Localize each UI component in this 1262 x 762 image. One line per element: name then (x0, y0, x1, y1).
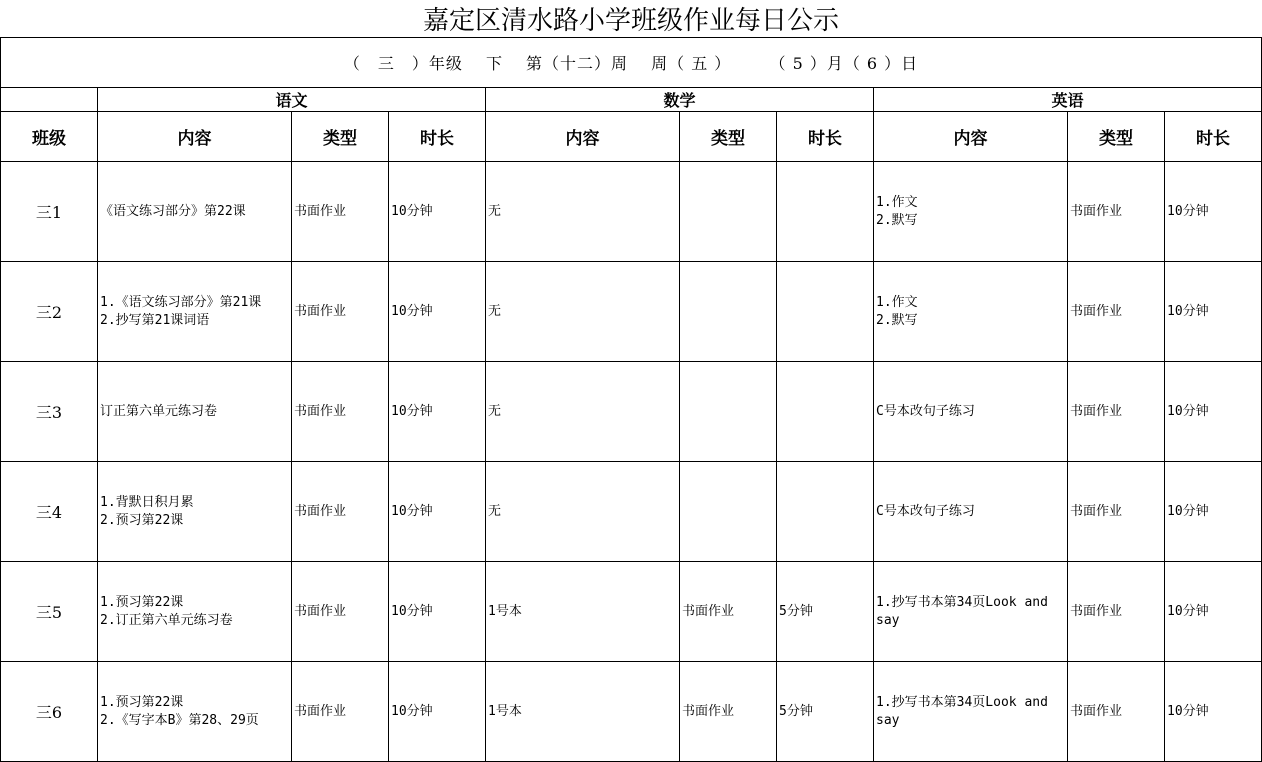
math-content-line: 无 (488, 203, 502, 219)
english-content-line: 1.作文 (876, 294, 918, 310)
chinese-duration-cell[interactable]: 10分钟 (389, 162, 486, 262)
english-content-line: 1.抄写书本第34页Look and (876, 694, 1048, 710)
chinese-duration-cell[interactable]: 10分钟 (389, 462, 486, 562)
math-content-cell[interactable] (486, 662, 680, 762)
math-content-cell[interactable] (486, 562, 680, 662)
class-cell[interactable]: 三6 (1, 662, 98, 762)
chinese-content-cell[interactable] (98, 562, 292, 662)
subject-math[interactable]: 数学 (486, 88, 874, 112)
english-duration-cell[interactable]: 10分钟 (1165, 462, 1262, 562)
english-content-line: C号本改句子练习 (876, 503, 975, 519)
math-type-cell[interactable]: 书面作业 (680, 662, 777, 762)
chinese-type-cell[interactable]: 书面作业 (292, 562, 389, 662)
english-content-cell[interactable] (874, 262, 1068, 362)
math-content-cell[interactable] (486, 162, 680, 262)
math-content-cell[interactable] (486, 462, 680, 562)
chinese-content-line: 1.预习第22课 (100, 694, 184, 710)
english-duration-cell[interactable]: 10分钟 (1165, 662, 1262, 762)
chinese-content-cell[interactable] (98, 362, 292, 462)
english-type-cell[interactable]: 书面作业 (1068, 162, 1165, 262)
date-row (1, 38, 1262, 88)
chinese-duration-cell[interactable]: 10分钟 (389, 362, 486, 462)
class-cell[interactable]: 三3 (1, 362, 98, 462)
header-class[interactable]: 班级 (1, 112, 98, 162)
class-cell[interactable]: 三2 (1, 262, 98, 362)
math-duration-cell[interactable] (777, 462, 874, 562)
math-content-line: 1号本 (488, 703, 522, 719)
chinese-content-cell[interactable] (98, 162, 292, 262)
chinese-content-line: 《语文练习部分》第22课 (100, 203, 246, 219)
english-content-line: 2.默写 (876, 212, 918, 228)
english-duration-cell[interactable]: 10分钟 (1165, 262, 1262, 362)
date-line[interactable]: （ 三 ）年级 下 第（十二）周 周（ 五 ） （ 5 ）月（ 6 ）日 (1, 38, 1262, 88)
header-english-content[interactable]: 内容 (874, 112, 1068, 162)
english-content-line: 1.作文 (876, 194, 918, 210)
english-content-line: say (876, 712, 900, 728)
chinese-type-cell[interactable]: 书面作业 (292, 362, 389, 462)
english-content-cell[interactable] (874, 562, 1068, 662)
table-row (1, 462, 1262, 562)
header-english-type[interactable]: 类型 (1068, 112, 1165, 162)
table-row (1, 662, 1262, 762)
math-content-line: 无 (488, 303, 502, 319)
math-duration-cell[interactable]: 5分钟 (777, 662, 874, 762)
english-type-cell[interactable]: 书面作业 (1068, 662, 1165, 762)
subject-english[interactable]: 英语 (874, 88, 1262, 112)
chinese-type-cell[interactable]: 书面作业 (292, 462, 389, 562)
chinese-content-line: 1.《语文练习部分》第21课 (100, 294, 262, 310)
chinese-content-line: 1.背默日积月累 (100, 494, 194, 510)
math-type-cell[interactable] (680, 262, 777, 362)
english-content-line: 2.默写 (876, 312, 918, 328)
math-content-cell[interactable] (486, 262, 680, 362)
header-english-duration[interactable]: 时长 (1165, 112, 1262, 162)
chinese-content-line: 订正第六单元练习卷 (100, 403, 218, 419)
english-content-cell[interactable] (874, 162, 1068, 262)
chinese-content-cell[interactable] (98, 662, 292, 762)
english-type-cell[interactable]: 书面作业 (1068, 362, 1165, 462)
corner-cell[interactable] (1, 88, 98, 112)
table-row (1, 362, 1262, 462)
math-content-line: 无 (488, 403, 502, 419)
chinese-duration-cell[interactable]: 10分钟 (389, 662, 486, 762)
chinese-content-line: 2.《写字本B》第28、29页 (100, 712, 259, 728)
math-content-cell[interactable] (486, 362, 680, 462)
math-type-cell[interactable] (680, 462, 777, 562)
math-type-cell[interactable] (680, 362, 777, 462)
class-cell[interactable]: 三4 (1, 462, 98, 562)
english-content-line: say (876, 612, 900, 628)
chinese-duration-cell[interactable]: 10分钟 (389, 562, 486, 662)
chinese-content-cell[interactable] (98, 462, 292, 562)
class-cell[interactable]: 三1 (1, 162, 98, 262)
table-row (1, 162, 1262, 262)
chinese-content-line: 2.预习第22课 (100, 512, 184, 528)
header-math-type[interactable]: 类型 (680, 112, 777, 162)
header-math-duration[interactable]: 时长 (777, 112, 874, 162)
math-duration-cell[interactable] (777, 162, 874, 262)
english-content-line: C号本改句子练习 (876, 403, 975, 419)
title-row (1, 0, 1262, 38)
english-type-cell[interactable]: 书面作业 (1068, 262, 1165, 362)
english-content-cell[interactable] (874, 362, 1068, 462)
chinese-content-cell[interactable] (98, 262, 292, 362)
chinese-content-line: 2.订正第六单元练习卷 (100, 612, 233, 628)
sheet-title[interactable]: 嘉定区清水路小学班级作业每日公示 (1, 0, 1262, 38)
math-content-line: 1号本 (488, 603, 522, 619)
english-content-cell[interactable] (874, 662, 1068, 762)
english-duration-cell[interactable]: 10分钟 (1165, 562, 1262, 662)
english-content-line: 1.抄写书本第34页Look and (876, 594, 1048, 610)
chinese-content-line: 1.预习第22课 (100, 594, 184, 610)
math-content-line: 无 (488, 503, 502, 519)
english-duration-cell[interactable]: 10分钟 (1165, 362, 1262, 462)
header-chinese-content[interactable]: 内容 (98, 112, 292, 162)
chinese-duration-cell[interactable]: 10分钟 (389, 262, 486, 362)
english-content-cell[interactable] (874, 462, 1068, 562)
chinese-content-line: 2.抄写第21课词语 (100, 312, 210, 328)
math-duration-cell[interactable] (777, 362, 874, 462)
table-row (1, 262, 1262, 362)
english-type-cell[interactable]: 书面作业 (1068, 562, 1165, 662)
math-type-cell[interactable]: 书面作业 (680, 562, 777, 662)
chinese-type-cell[interactable]: 书面作业 (292, 662, 389, 762)
header-math-content[interactable]: 内容 (486, 112, 680, 162)
english-duration-cell[interactable]: 10分钟 (1165, 162, 1262, 262)
english-type-cell[interactable]: 书面作业 (1068, 462, 1165, 562)
chinese-type-cell[interactable]: 书面作业 (292, 162, 389, 262)
subject-chinese[interactable]: 语文 (98, 88, 486, 112)
header-chinese-duration[interactable]: 时长 (389, 112, 486, 162)
chinese-type-cell[interactable]: 书面作业 (292, 262, 389, 362)
math-type-cell[interactable] (680, 162, 777, 262)
table-row (1, 562, 1262, 662)
subject-row (1, 88, 1262, 112)
math-duration-cell[interactable] (777, 262, 874, 362)
math-duration-cell[interactable]: 5分钟 (777, 562, 874, 662)
class-cell[interactable]: 三5 (1, 562, 98, 662)
header-row (1, 112, 1262, 162)
header-chinese-type[interactable]: 类型 (292, 112, 389, 162)
